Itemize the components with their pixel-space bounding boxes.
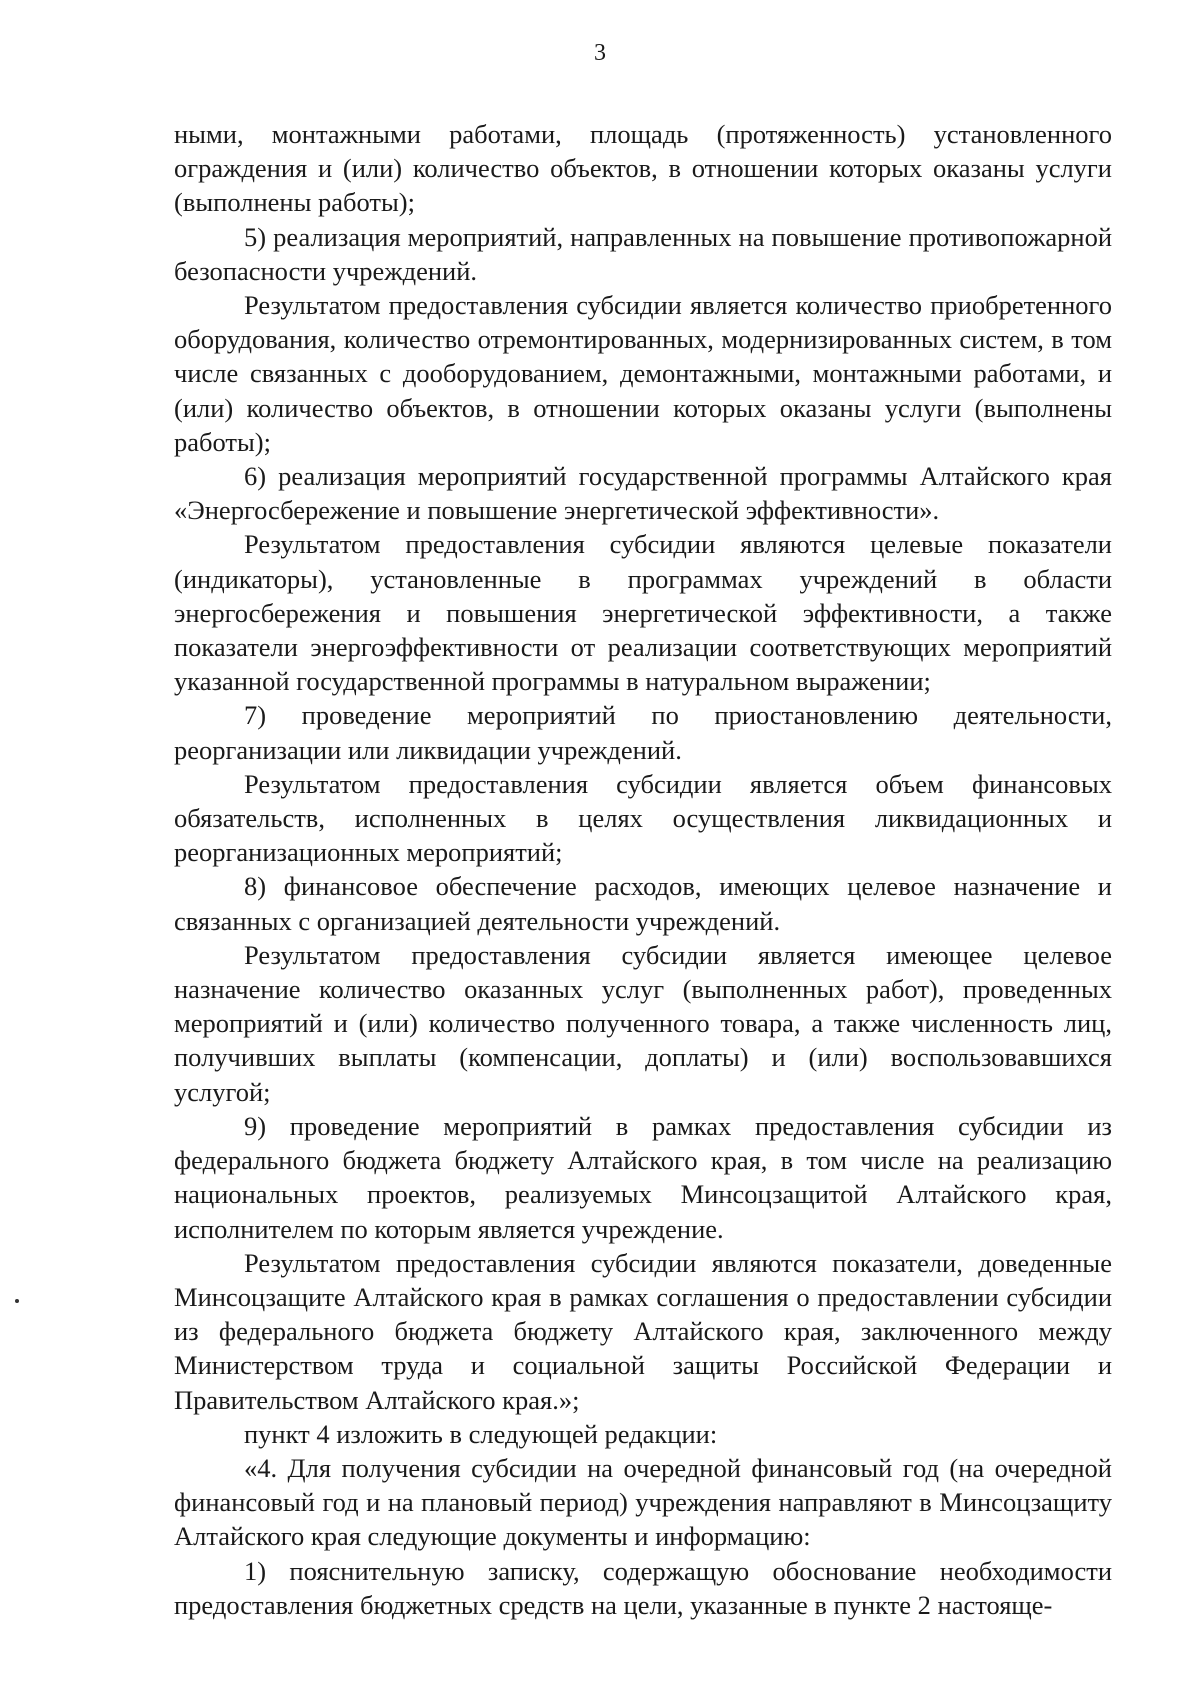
paragraph-item-6: 6) реализация мероприятий государственной программы Алтайского края «Энергосбережение и повышение энергетической эффективности».	[174, 461, 1112, 526]
paragraph-result-6: Результатом предоставления субсидии являются целевые показатели (индикаторы), установленные в программах учреждений в области энергосбережения и повышения энергетической эффективности, а также показатели энергоэффективности от реализации соответствующих мероприятий указанной государственной программы в натуральном выражении;	[174, 529, 1112, 697]
paragraph-point-4-intro: пункт 4 изложить в следующей редакции:	[244, 1418, 718, 1449]
paragraph-item-5: 5) реализация мероприятий, направленных на повышение противопожарной безопасности учреждений.	[174, 221, 1112, 286]
paragraph-point-4: «4. Для получения субсидии на очередной финансовый год (на очередной финансовый год и на плановый период) учреждения направляют в Минсоцзащиту Алтайского края следующие документы и информацию:	[174, 1452, 1112, 1552]
paragraph-item-7: 7) проведение мероприятий по приостановлению деятельности, реорганизации или ликвидации учреждений.	[174, 700, 1112, 765]
paragraph-result-9: Результатом предоставления субсидии являются показатели, доведенные Минсоцзащите Алтайского края в рамках соглашения о предоставлении субсидии из федерального бюджета бюджету Алтайского края, заключенного между Министерством труда и социальной защиты Российской Федерации и Правительством Алтайского края.»;	[174, 1247, 1112, 1415]
paragraph-item-9: 9) проведение мероприятий в рамках предоставления субсидии из федерального бюджета бюджету Алтайского края, в том числе на реализацию национальных проектов, реализуемых Минсоцзащитой Алтайского края, исполнителем по которым является учреждение.	[174, 1110, 1112, 1244]
paragraph-item-8: 8) финансовое обеспечение расходов, имеющих целевое назначение и связанных с организацией деятельности учреждений.	[174, 871, 1112, 936]
paragraph-result-5: Результатом предоставления субсидии является количество приобретенного оборудования, количество отремонтированных, модернизированных систем, в том числе связанных с дооборудованием, демонтажными, монтажными работами, и (или) количество объектов, в отношении которых оказаны услуги (выполнены работы);	[174, 290, 1112, 457]
paragraph-result-7: Результатом предоставления субсидии является объем финансовых обязательств, исполненных в целях осуществления ликвидационных и реорганизационных мероприятий;	[174, 768, 1112, 868]
paragraph-result-8: Результатом предоставления субсидии является имеющее целевое назначение количество оказанных услуг (выполненных работ), проведенных мероприятий и (или) количество полученного товара, а также численность лиц, получивших выплаты (компенсации, доплаты) и (или) воспользовавшихся услугой;	[174, 939, 1112, 1107]
paragraph-continuation: ными, монтажными работами, площадь (протяженность) установленного ограждения и (или) количество объектов, в отношении которых оказаны услуги (выполнены работы);	[174, 119, 1112, 218]
document-body	[174, 117, 1112, 1622]
page-number: 3	[594, 40, 606, 66]
scan-artifact-dot	[15, 1299, 19, 1303]
paragraph-point-4-item-1: 1) пояснительную записку, содержащую обоснование необходимости предоставления бюджетных средств на цели, указанные в пункте 2 настояще-	[174, 1555, 1112, 1620]
